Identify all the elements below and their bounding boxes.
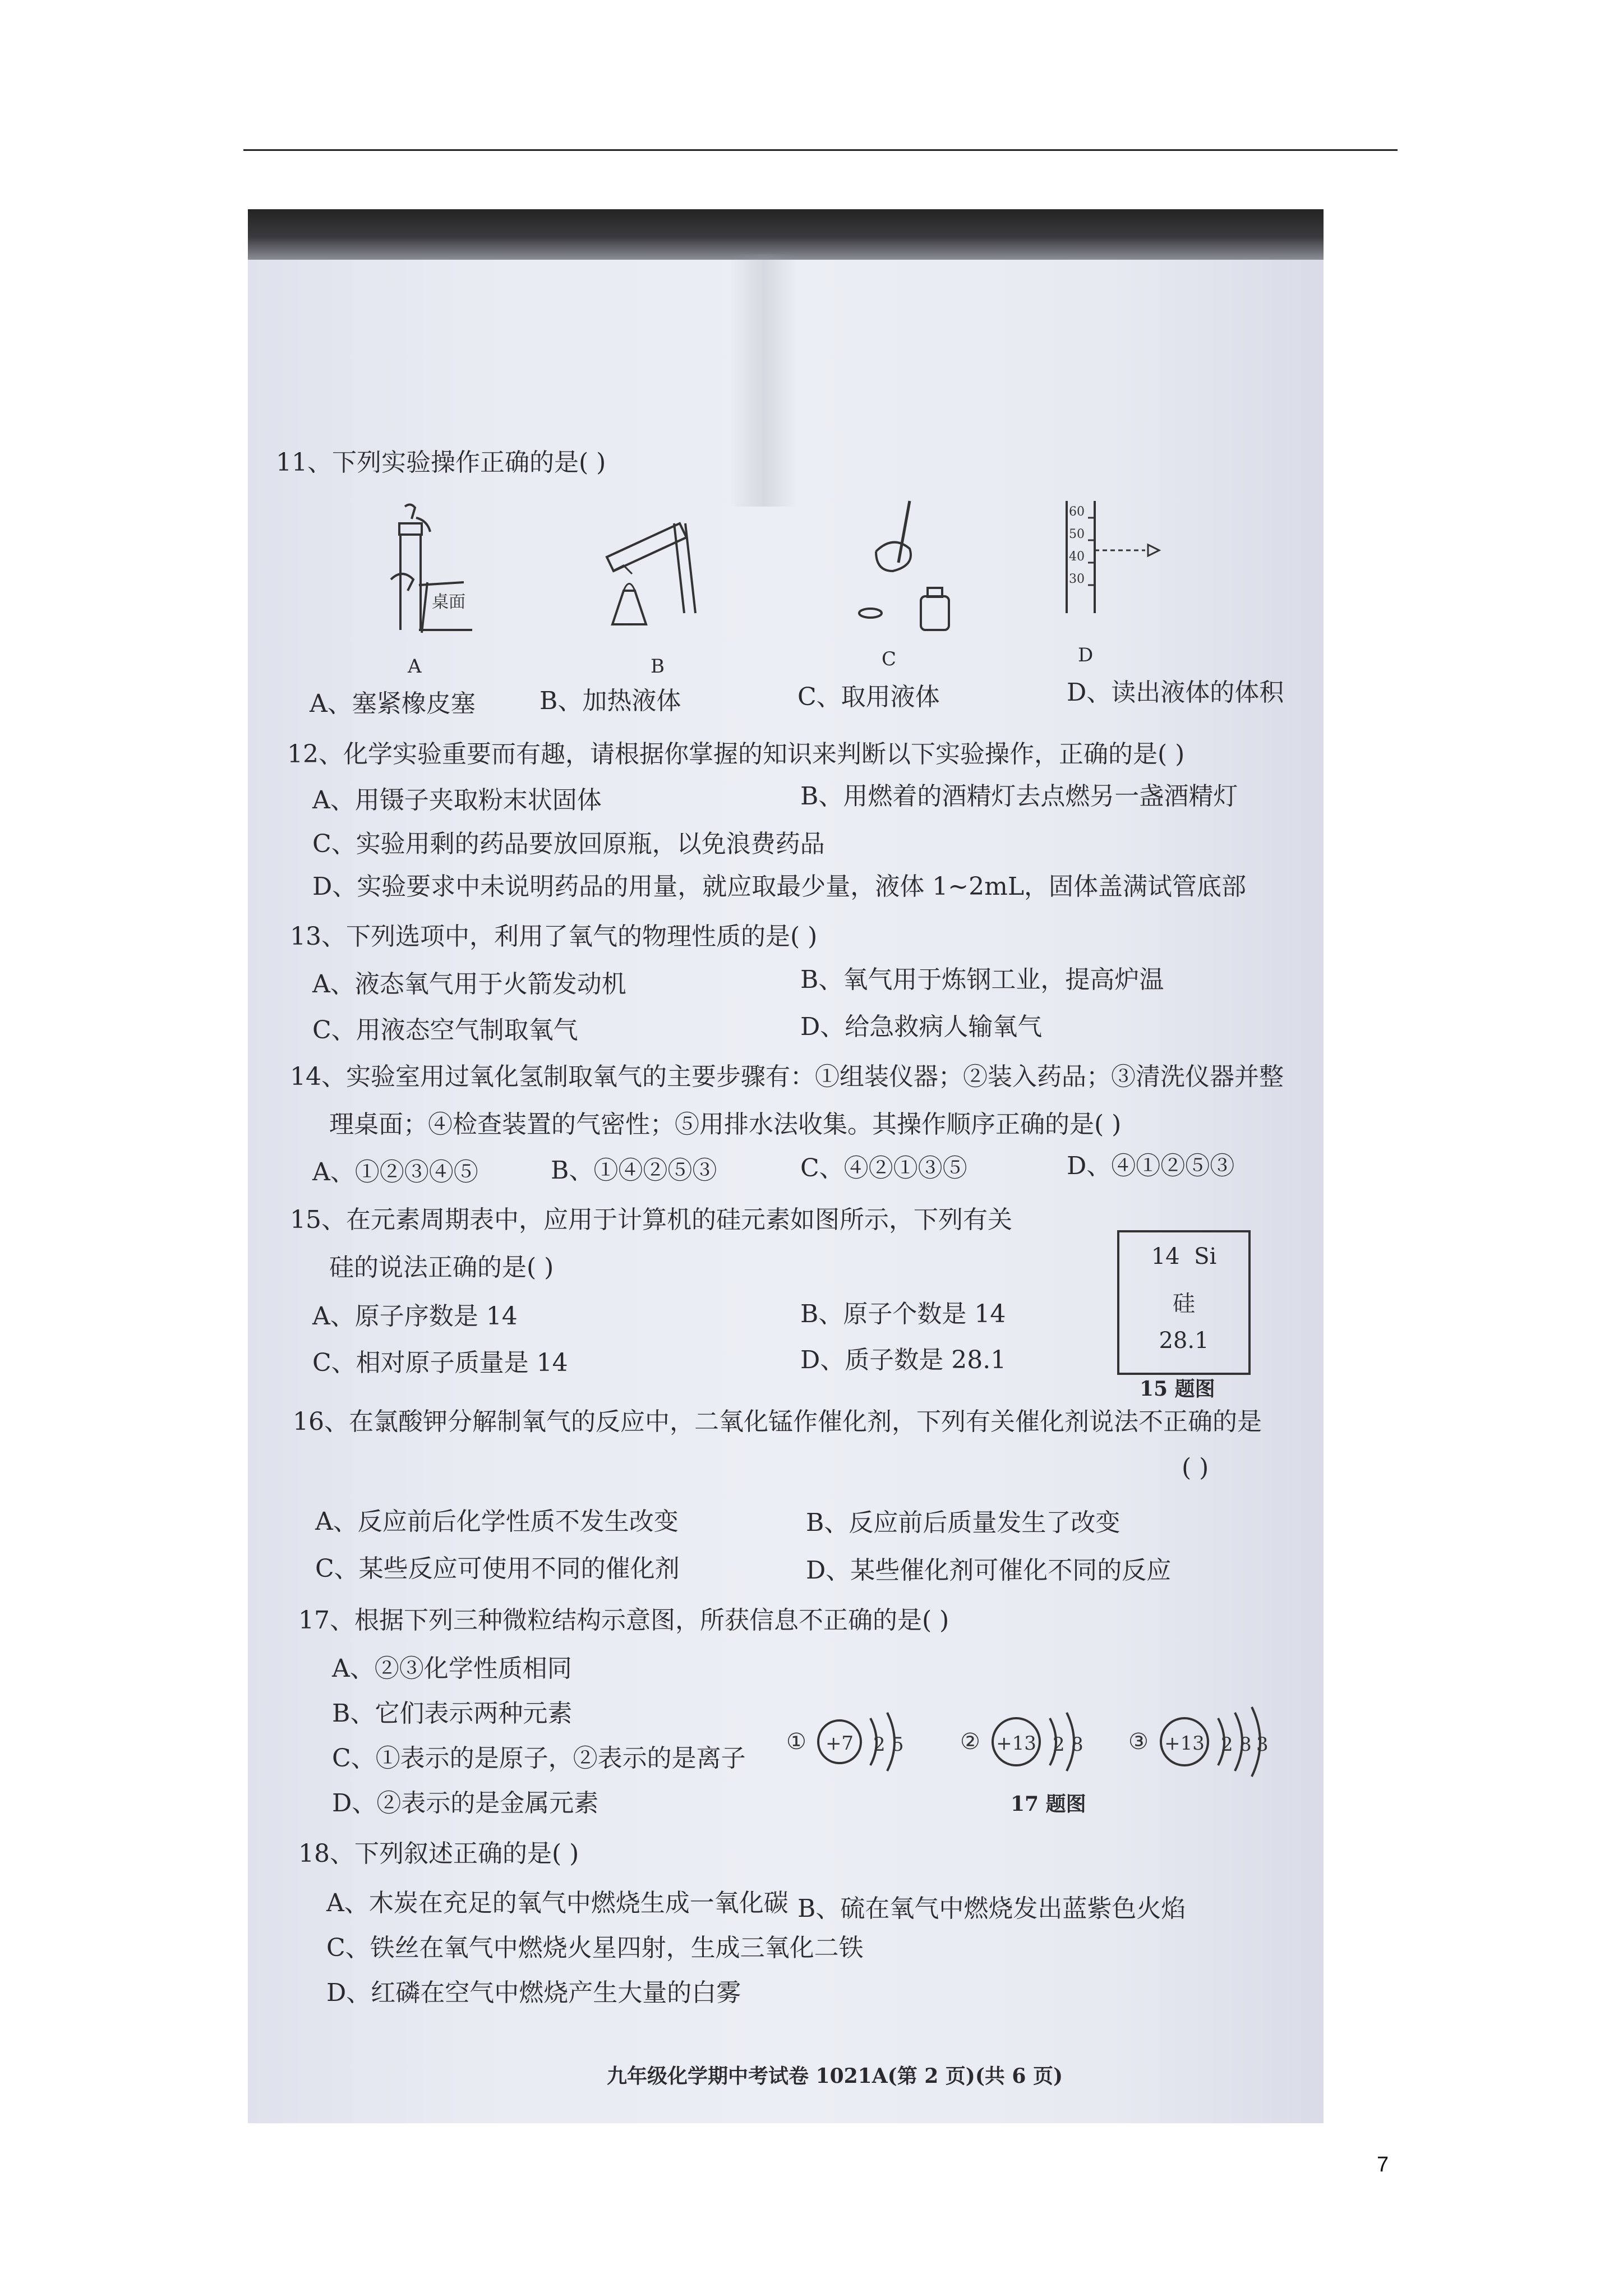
q11-letter-a: A	[408, 655, 422, 678]
q11-figure-c	[842, 495, 966, 641]
q15-option-c: C、相对原子质量是 14	[312, 1349, 568, 1377]
q15-option-d: D、质子数是 28.1	[800, 1346, 1007, 1374]
cylinder-tick-30: 30	[1069, 572, 1085, 586]
q17-stem: 17、根据下列三种微粒结构示意图，所获信息不正确的是( )	[298, 1606, 949, 1635]
particle-1-nucleus: +7	[825, 1732, 854, 1755]
q14-option-d: D、④①②⑤③	[1067, 1152, 1235, 1180]
q15-stem-line2: 硅的说法正确的是( )	[329, 1253, 554, 1282]
q13-stem: 13、下列选项中，利用了氧气的物理性质的是( )	[290, 922, 818, 951]
q14-stem-line2: 理桌面；④检查装置的气密性；⑤用排水法收集。其操作顺序正确的是( )	[329, 1110, 1122, 1139]
q17-option-b: B、它们表示两种元素	[332, 1699, 573, 1728]
exam-photo	[248, 209, 1324, 2123]
q13-option-c: C、用液态空气制取氧气	[312, 1016, 578, 1045]
q12-option-b: B、用燃着的酒精灯去点燃另一盏酒精灯	[800, 782, 1238, 811]
q14-stem-line1: 14、实验室用过氧化氢制取氧气的主要步骤有：①组装仪器；②装入药品；③清洗仪器并整	[290, 1062, 1284, 1091]
q13-option-b: B、氧气用于炼钢工业，提高炉温	[800, 965, 1164, 994]
q13-option-d: D、给急救病人输氧气	[800, 1013, 1043, 1041]
q18-option-a: A、木炭在充足的氧气中燃烧生成一氧化碳	[326, 1889, 789, 1917]
header-rule	[243, 149, 1398, 151]
particle-3-label: ③	[1128, 1729, 1149, 1755]
particle-3-shell-1: 2	[1221, 1733, 1233, 1756]
cylinder-tick-50: 50	[1069, 527, 1085, 541]
q16-option-b: B、反应前后质量发生了改变	[806, 1508, 1121, 1537]
q11-letter-d: D	[1078, 644, 1094, 666]
q12-option-d: D、实验要求中未说明药品的用量，就应取最少量，液体 1~2mL，固体盖满试管底部	[312, 872, 1247, 901]
particle-3-nucleus: +13	[1164, 1732, 1205, 1755]
particle-3-diagram	[1128, 1701, 1313, 1780]
q14-option-c: C、④②①③⑤	[800, 1154, 967, 1182]
particle-1-shell-1: 2	[873, 1733, 886, 1756]
q11-letter-b: B	[651, 655, 665, 678]
particle-2-shell-2: 8	[1071, 1733, 1083, 1756]
q11-option-a: A、塞紧橡皮塞	[310, 689, 476, 718]
particle-2-label: ②	[960, 1729, 980, 1755]
q11-letter-c: C	[882, 648, 897, 670]
particle-2-diagram	[960, 1701, 1134, 1780]
exam-footer: 九年级化学期中考试卷 1021A(第 2 页)(共 6 页)	[607, 2064, 1063, 2088]
q16-option-c: C、某些反应可使用不同的催化剂	[315, 1554, 680, 1583]
q17-option-c: C、①表示的是原子，②表示的是离子	[332, 1744, 746, 1773]
q14-option-b: B、①④②⑤③	[551, 1156, 717, 1185]
particle-2-shell-1: 2	[1053, 1733, 1065, 1756]
q17-figure-caption: 17 题图	[1011, 1792, 1086, 1816]
cylinder-tick-60: 60	[1069, 505, 1085, 519]
q17-option-d: D、②表示的是金属元素	[332, 1789, 599, 1818]
q18-option-c: C、铁丝在氧气中燃烧火星四射，生成三氧化二铁	[326, 1934, 864, 1962]
q18-option-d: D、红磷在空气中燃烧产生大量的白雾	[326, 1978, 741, 2007]
q16-option-d: D、某些催化剂可催化不同的反应	[806, 1556, 1172, 1585]
particle-1-shell-2: 5	[892, 1733, 904, 1756]
q15-figure-caption: 15 题图	[1140, 1377, 1215, 1401]
q16-option-a: A、反应前后化学性质不发生改变	[315, 1507, 679, 1536]
q15-option-a: A、原子序数是 14	[312, 1302, 518, 1331]
q12-option-c: C、实验用剩的药品要放回原瓶，以免浪费药品	[312, 830, 825, 858]
particle-1-diagram	[786, 1701, 949, 1780]
q15-stem-line1: 15、在元素周期表中，应用于计算机的硅元素如图所示，下列有关	[290, 1205, 1012, 1234]
q11-option-d: D、读出液体的体积	[1067, 678, 1284, 707]
page-fold	[730, 254, 797, 507]
q11-option-c: C、取用液体	[797, 683, 940, 711]
q17-option-a: A、②③化学性质相同	[332, 1654, 572, 1683]
q16-stem: 16、在氯酸钾分解制氧气的反应中，二氧化锰作催化剂，下列有关催化剂说法不正确的是	[293, 1407, 1262, 1436]
cylinder-tick-40: 40	[1069, 550, 1085, 564]
q18-stem: 18、下列叙述正确的是( )	[298, 1839, 579, 1868]
desk-label: 桌面	[432, 592, 465, 612]
element-symbol: Si	[1194, 1244, 1217, 1269]
q11-option-b: B、加热液体	[540, 687, 681, 715]
particle-3-shell-2: 8	[1239, 1733, 1252, 1756]
element-name: 硅	[1173, 1291, 1195, 1317]
page-number: 7	[1377, 2153, 1389, 2177]
q15-option-b: B、原子个数是 14	[800, 1300, 1006, 1328]
element-number-symbol	[1119, 1244, 1248, 1269]
element-number: 14	[1151, 1244, 1180, 1269]
particle-2-nucleus: +13	[996, 1732, 1036, 1755]
q11-stem: 11、下列实验操作正确的是( )	[276, 448, 606, 477]
q11-figure-b	[590, 512, 713, 641]
q16-answer-bracket: ( )	[1182, 1453, 1209, 1482]
q11-figure-a	[366, 501, 478, 647]
element-mass: 28.1	[1159, 1328, 1209, 1354]
particle-3-shell-3: 3	[1256, 1733, 1269, 1756]
q14-option-a: A、①②③④⑤	[312, 1158, 478, 1186]
q12-stem: 12、化学实验重要而有趣，请根据你掌握的知识来判断以下实验操作，正确的是( )	[287, 740, 1185, 769]
q12-option-a: A、用镊子夹取粉末状固体	[312, 786, 602, 815]
photo-dark-edge	[248, 209, 1324, 260]
particle-1-label: ①	[786, 1729, 806, 1755]
q13-option-a: A、液态氧气用于火箭发动机	[312, 970, 626, 999]
silicon-element-card	[1117, 1230, 1251, 1375]
q18-option-b: B、硫在氧气中燃烧发出蓝紫色火焰	[797, 1894, 1186, 1923]
q11-figure-d	[1055, 495, 1179, 630]
